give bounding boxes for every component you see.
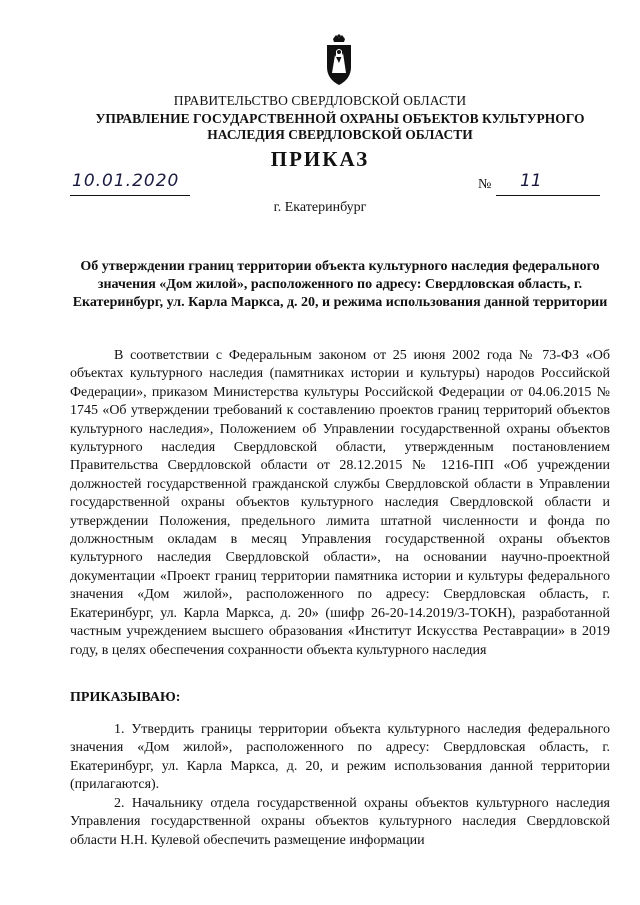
preamble-paragraph: В соответствии с Федеральным законом от 25 июня 2002 года № 73-ФЗ «Об объектах культурного наследия (памятниках истории и культуры) народов Российской Федерации», приказом Министерства культуры Российской Федерации от 04.06.2015 № 1745 «Об утверждении требований к составлению проектов границ территорий объектов культурного наследия», Положением об Управлении государственной охраны объектов культурного наследия Свердловской области, утвержденным постановлением Правительства Свердловской области от 28.12.2015 № 1216-ПП «Об учреждении должностей государственной гражданской службы Свердловской области в Управлении государственной охраны объектов культурного наследия Свердловской области и утверждении Положения, предельного лимита штатной численности и фонда по должностным окладам в месяц Управления государственной охраны объектов культурного наследия Свердловской области», на основании научно-проектной документации «Проект границ территории памятника истории и культуры федерального значения «Дом жилой», расположенного по адресу: Свердловская область, г. Екатеринбург, ул. Карла Маркса, д. 20» (шифр 26-20-14.2019/3-ТОКН), разработанной частным учреждением высшего образования «Институт Искусства Реставрации» в 2019 году, в целях обеспечения сохранности объекта культурного наследия xyxy=(70,348,610,658)
government-name: ПРАВИТЕЛЬСТВО СВЕРДЛОВСКОЙ ОБЛАСТИ xyxy=(173,93,467,108)
number-field xyxy=(496,171,600,196)
city: г. Екатеринбург xyxy=(273,200,367,215)
department-name: УПРАВЛЕНИЕ ГОСУДАРСТВЕННОЙ ОХРАНЫ ОБЪЕКТОВ КУЛЬТУРНОГО НАСЛЕДИЯ СВЕРДЛОВСКОЙ ОБЛАСТИ xyxy=(95,111,585,142)
handwritten-date: 10.01.2020 xyxy=(72,171,180,191)
handwritten-number: 11 xyxy=(520,171,542,191)
document-type: ПРИКАЗ xyxy=(270,147,370,171)
number-label: № xyxy=(478,177,492,192)
order-item-2: 2. Начальнику отдела государственной охраны объектов культурного наследия Управления государственной охраны объектов культурного наследия Свердловской области Н.Н. Кулевой обеспечить размещение информации xyxy=(70,796,610,848)
date-field xyxy=(70,171,190,196)
order-word: ПРИКАЗЫВАЮ: xyxy=(70,690,181,705)
order-subject: Об утверждении границ территории объекта культурного наследия федерального значения «Дом жилой», расположенного по адресу: Свердловская область, г. Екатеринбург, ул. Карла Маркса, д. 20, и режима использования данной территории xyxy=(72,259,608,310)
order-item-1: 1. Утвердить границы территории объекта культурного наследия федерального значения «Дом жилой», расположенного по адресу: Свердловская область, г. Екатеринбург, ул. Карла Маркса, д. 20, и режим использования данной территории (прилагаются). xyxy=(70,722,610,793)
coat-of-arms-icon xyxy=(322,33,356,87)
